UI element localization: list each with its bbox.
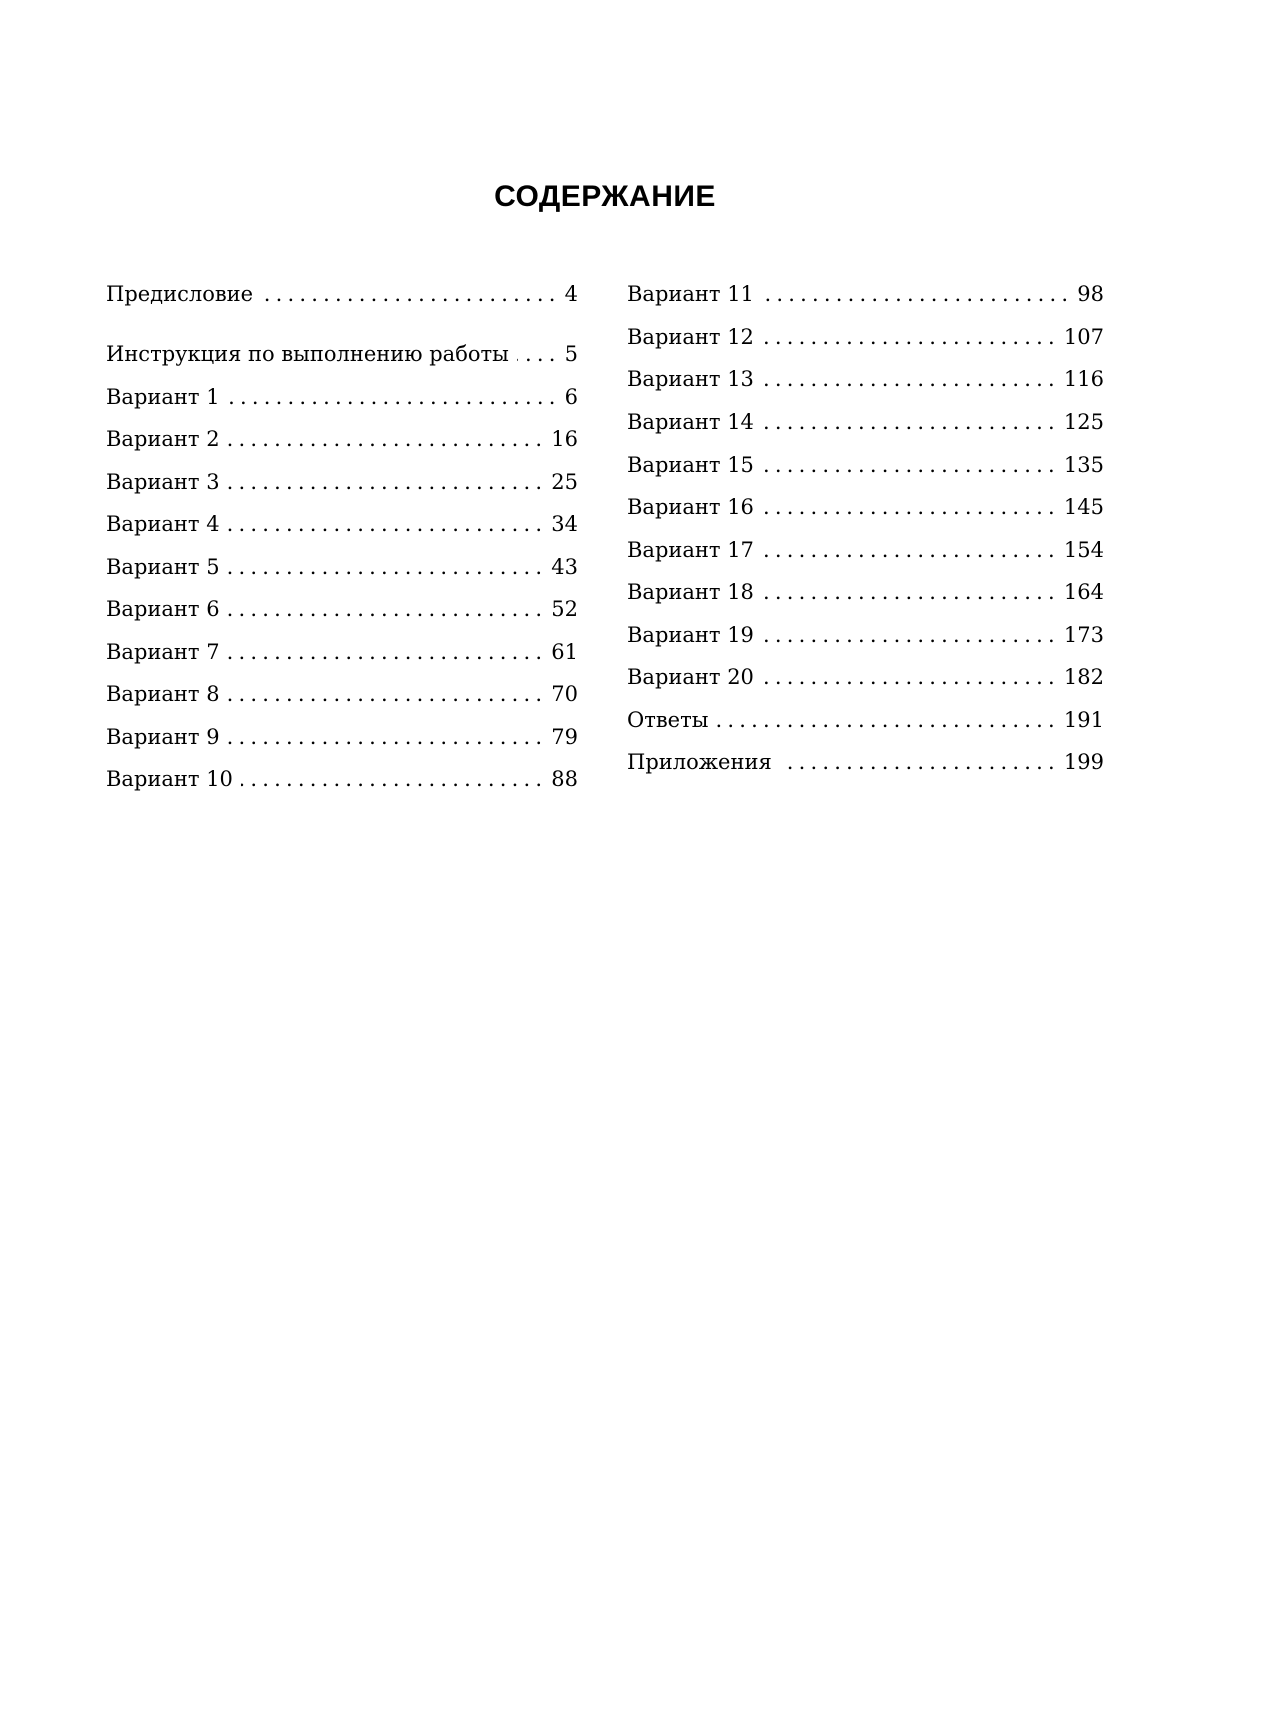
toc-dot-leader [762,365,1060,393]
toc-entry-page: 4 [564,282,578,306]
toc-entry-label: Вариант 15 [627,453,754,477]
toc-entry-page: 5 [564,342,578,366]
toc-entry-label: Вариант 11 [627,282,754,306]
toc-entry[interactable] [627,323,1104,351]
toc-dot-leader [228,723,548,751]
toc-entry-page: 34 [551,512,578,536]
toc-entry-page: 25 [551,470,578,494]
toc-entry-label: Вариант 20 [627,665,754,689]
toc-entry-label: Вариант 13 [627,367,754,391]
toc-entry-label: Вариант 19 [627,623,754,647]
toc-entry-label: Инструкция по выполнению работы [106,342,509,366]
toc-dot-leader [716,706,1059,734]
toc-entry-label: Вариант 16 [627,495,754,519]
toc-entry-page: 70 [551,682,578,706]
toc-entry[interactable] [106,765,578,793]
toc-dot-leader [228,553,548,581]
toc-entry-label: Вариант 7 [106,640,220,664]
toc-entry-label: Вариант 14 [627,410,754,434]
toc-entry-label: Вариант 10 [106,767,233,791]
toc-entry[interactable] [627,578,1104,606]
toc-dot-leader [228,595,548,623]
toc-dot-leader [762,323,1060,351]
toc-entry-label: Вариант 8 [106,682,220,706]
toc-dot-leader [517,340,561,368]
toc-entry-label: Предисловие [106,282,254,306]
toc-entry-page: 52 [551,597,578,621]
toc-dot-leader [228,680,548,708]
toc-dot-leader [241,765,547,793]
toc-entry-page: 43 [551,555,578,579]
toc-entry[interactable] [106,510,578,538]
toc-entry-label: Вариант 17 [627,538,754,562]
toc-entry-page: 61 [551,640,578,664]
toc-entry-label: Вариант 9 [106,725,220,749]
toc-entry-label: Вариант 2 [106,427,220,451]
toc-entry-label: Приложения [627,750,772,774]
toc-dot-leader [228,510,548,538]
toc-dot-leader [780,748,1060,776]
toc-dot-leader [762,408,1060,436]
toc-entry-label: Ответы [627,708,709,732]
toc-entry-label: Вариант 1 [106,385,220,409]
toc-entry-page: 116 [1063,367,1104,391]
toc-entry[interactable] [627,663,1104,691]
toc-entry-page: 135 [1063,453,1104,477]
toc-entry-page: 125 [1063,410,1104,434]
toc-entry-page: 16 [551,427,578,451]
toc-entry-page: 88 [551,767,578,791]
page-title: СОДЕРЖАНИЕ [494,180,716,213]
toc-entry[interactable] [106,468,578,496]
toc-dot-leader [228,425,548,453]
toc-entry-label: Вариант 3 [106,470,220,494]
toc-entry-page: 199 [1063,750,1104,774]
toc-entry[interactable] [627,536,1104,564]
toc-entry-page: 79 [551,725,578,749]
toc-entry-label: Вариант 12 [627,325,754,349]
toc-entry[interactable] [627,493,1104,521]
toc-dot-leader [228,383,561,411]
toc-entry[interactable] [106,280,578,308]
toc-entry-page: 182 [1063,665,1104,689]
toc-entry-page: 191 [1063,708,1104,732]
toc-entry-page: 98 [1077,282,1104,306]
toc-dot-leader [762,621,1060,649]
toc-entry[interactable] [106,680,578,708]
toc-entry[interactable] [106,595,578,623]
toc-entry[interactable] [106,638,578,666]
toc-entry-page: 107 [1063,325,1104,349]
toc-entry-page: 173 [1063,623,1104,647]
toc-entry[interactable] [106,553,578,581]
toc-entry[interactable] [627,748,1104,776]
toc-dot-leader [762,536,1060,564]
toc-dot-leader [762,451,1060,479]
toc-dot-leader [261,280,561,308]
toc-entry-page: 164 [1063,580,1104,604]
toc-entry[interactable] [627,408,1104,436]
toc-dot-leader [762,663,1060,691]
toc-entry-page: 6 [564,385,578,409]
toc-entry-label: Вариант 6 [106,597,220,621]
toc-entry-label: Вариант 5 [106,555,220,579]
toc-entry[interactable] [627,706,1104,734]
toc-entry[interactable] [106,425,578,453]
toc-entry[interactable] [627,365,1104,393]
toc-entry[interactable] [106,723,578,751]
toc-entry[interactable] [627,621,1104,649]
toc-dot-leader [762,493,1060,521]
toc-entry[interactable] [627,280,1104,308]
toc-entry[interactable] [106,383,578,411]
toc-dot-leader [762,578,1060,606]
toc-entry[interactable] [627,451,1104,479]
toc-entry-label: Вариант 18 [627,580,754,604]
toc-dot-leader [228,468,548,496]
toc-entry[interactable] [106,340,578,368]
toc-entry-page: 145 [1063,495,1104,519]
toc-dot-leader [762,280,1073,308]
toc-entry-page: 154 [1063,538,1104,562]
toc-dot-leader [228,638,548,666]
toc-entry-label: Вариант 4 [106,512,220,536]
